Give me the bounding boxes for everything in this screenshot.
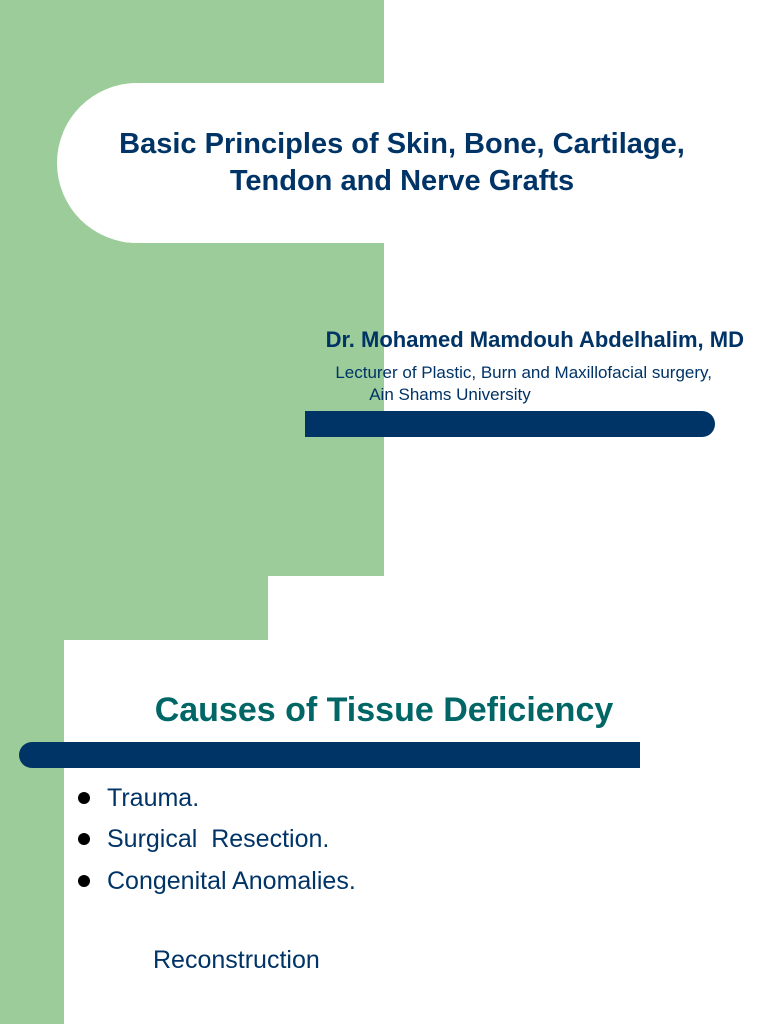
title-line-1: Basic Principles of Skin, Bone, Cartilage, <box>119 128 685 160</box>
list-item-text: Trauma. <box>107 783 200 812</box>
bullet-dot-icon <box>78 792 90 804</box>
green-side-panel <box>0 576 64 1024</box>
list-item <box>78 861 356 901</box>
bullet-dot-icon <box>78 833 90 845</box>
affiliation-line-1: Lecturer of Plastic, Burn and Maxillofacial surgery, <box>335 363 712 382</box>
slide-2 <box>0 576 768 1024</box>
list-item <box>78 819 329 859</box>
list-item <box>78 778 199 818</box>
footer-text: Reconstruction <box>153 946 320 974</box>
decorative-bar <box>19 742 640 768</box>
slide-title: Causes of Tissue Deficiency <box>154 691 614 729</box>
decorative-bar <box>305 411 715 437</box>
list-item-text: Surgical Resection. <box>107 824 330 853</box>
affiliation-line-2: Ain Shams University <box>369 385 531 404</box>
green-top-panel <box>0 576 268 640</box>
title-line-2: Tendon and Nerve Grafts <box>229 165 575 197</box>
list-item-text: Congenital Anomalies. <box>107 866 356 895</box>
bullet-dot-icon <box>78 875 90 887</box>
slide-title <box>57 126 747 200</box>
author-name: Dr. Mohamed Mamdouh Abdelhalim, MD <box>325 327 744 352</box>
